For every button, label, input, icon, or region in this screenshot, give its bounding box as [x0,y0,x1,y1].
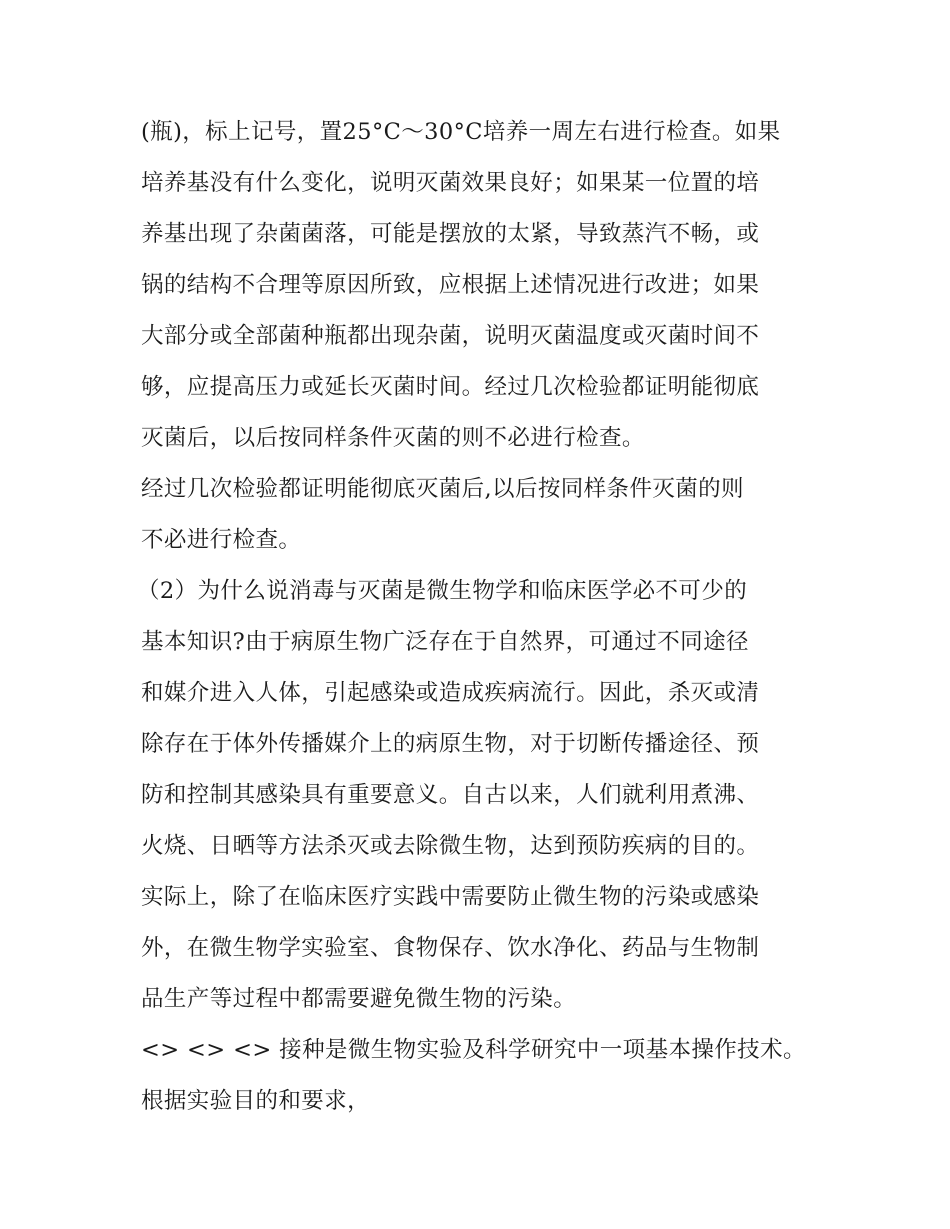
text-line: 火烧、日晒等方法杀灭或去除微生物，达到预防疾病的目的。 [141,833,760,859]
text-line: 外，在微生物学实验室、食物保存、饮水净化、药品与生物制 [141,935,760,961]
body-text [137,107,821,1127]
text-line: 大部分或全部菌种瓶都出现杂菌，说明灭菌温度或灭菌时间不 [141,323,760,349]
text-line: 经过几次检验都证明能彻底灭菌后,以后按同样条件灭菌的则 [141,476,744,502]
text-line: 不必进行检查。 [141,527,302,553]
text-line: 和媒介进入人体，引起感染或造成疾病流行。因此，杀灭或清 [141,680,760,706]
text-line: 养基出现了杂菌菌落，可能是摆放的太紧，导致蒸汽不畅，或 [141,221,760,247]
text-line: 根据实验目的和要求， [141,1088,371,1114]
text-line: 实际上，除了在临床医疗实践中需要防止微生物的污染或感染 [141,884,760,910]
text-line: 基本知识?由于病原生物广泛存在于自然界，可通过不同途径 [141,629,749,655]
text-line: 除存在于体外传播媒介上的病原生物，对于切断传播途径、预 [141,731,760,757]
text-line: （2）为什么说消毒与灭菌是微生物学和临床医学必不可少的 [137,578,748,604]
text-line: 培养基没有什么变化，说明灭菌效果良好；如果某一位置的培 [141,170,760,196]
text-line: <> <> <> 接种是微生物实验及科学研究中一项基本操作技术。 [141,1037,806,1063]
text-line: 锅的结构不合理等原因所致，应根据上述情况进行改进；如果 [141,272,760,298]
text-line: 防和控制其感染具有重要意义。自古以来，人们就利用煮沸、 [141,782,760,808]
text-line: 够，应提高压力或延长灭菌时间。经过几次检验都证明能彻底 [141,374,760,400]
text-line: (瓶)，标上记号，置25°C～30°C培养一周左右进行检查。如果 [141,119,781,145]
text-line: 品生产等过程中都需要避免微生物的污染。 [141,986,577,1012]
text-line: 灭菌后，以后按同样条件灭菌的则不必进行检查。 [141,425,645,451]
